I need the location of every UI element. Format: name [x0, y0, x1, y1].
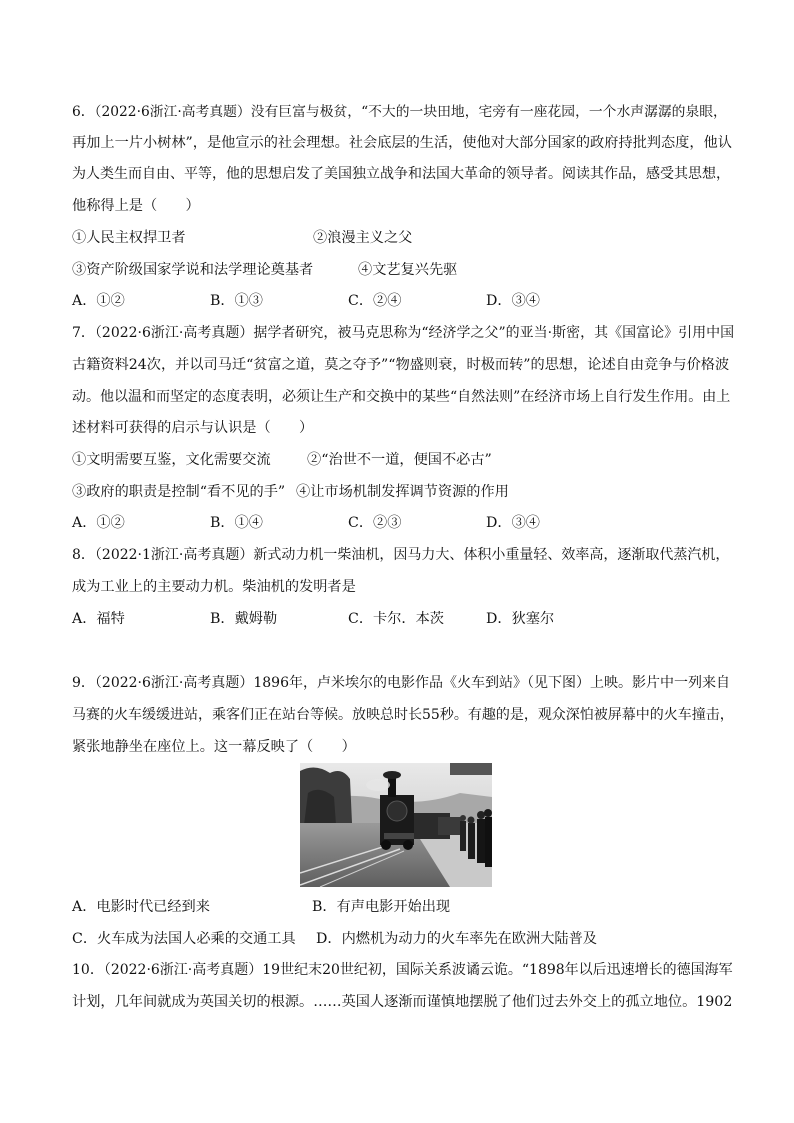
q8-option-c: C．卡尔．本茨 — [348, 611, 444, 627]
q8-stem-line-1: 8．（2022·1浙江·高考真题）新式动力机一柴油机，因马力大、体积小重量轻、效率高，逐渐取代蒸汽机， — [72, 547, 730, 563]
q7-option-d: D．③④ — [486, 515, 540, 531]
q9-option-b: B．有声电影开始出现 — [312, 899, 451, 915]
q7-stem-line-4: 述材料可获得的启示与认识是（ ） — [72, 420, 314, 436]
q9-option-d: D．内燃机为动力的火车率先在欧洲大陆普及 — [316, 931, 597, 947]
q7-option-a: A．①② — [72, 515, 125, 531]
q10-stem-line-2: 计划，几年间就成为英国关切的根源。……英国人逐渐而谨慎地摆脱了他们过去外交上的孤立地位。1902 — [72, 994, 733, 1010]
q6-stem-line-4: 他称得上是（ ） — [72, 198, 200, 214]
q6-stem-line-1: 6．（2022·6浙江·高考真题）没有巨富与极贫，“不大的一块田地，宅旁有一座花园，一个水声潺潺的泉眼， — [72, 104, 727, 120]
q7-item-4: ④让市场机制发挥调节资源的作用 — [296, 484, 509, 500]
q9-stem-line-3: 紧张地静坐在座位上。这一幕反映了（ ） — [72, 739, 356, 755]
q9-stem-line-1: 9．（2022·6浙江·高考真题）1896年，卢米埃尔的电影作品《火车到站》（见下图）上映。影片中一列来自 — [72, 675, 730, 691]
q10-stem-line-1: 10．（2022·6浙江·高考真题）19世纪末20世纪初，国际关系波谲云诡。“1898年以后迅速增长的德国海军 — [72, 962, 733, 978]
q6-stem-line-2: 再加上一片小树林”，是他宣示的社会理想。社会底层的生活，使他对大部分国家的政府持批判态度，他认 — [72, 135, 732, 151]
q7-option-b: B．①④ — [210, 515, 263, 531]
train-photo-illustration — [300, 763, 492, 887]
q8-option-d: D．狄塞尔 — [486, 611, 555, 627]
q8-option-b: B．戴姆勒 — [210, 611, 278, 627]
q8-stem-line-2: 成为工业上的主要动力机。柴油机的发明者是 — [72, 579, 356, 595]
q7-item-2: ②“治世不一道，便国不必古” — [307, 452, 492, 468]
q8-option-a: A．福特 — [72, 611, 125, 627]
q7-stem-line-2: 古籍资料24次，并以司马迁“贫富之道，莫之夺予”“物盛则衰，时极而转”的思想，论述自由竞争与价格波 — [72, 357, 730, 373]
q6-item-3: ③资产阶级国家学说和法学理论奠基者 — [72, 262, 314, 278]
q9-option-c: C．火车成为法国人必乘的交通工具 — [72, 931, 296, 947]
q6-option-c: C．②④ — [348, 293, 402, 309]
q6-item-2: ②浪漫主义之父 — [313, 230, 413, 246]
q6-option-a: A．①② — [72, 293, 125, 309]
q6-option-d: D．③④ — [486, 293, 540, 309]
q7-option-c: C．②③ — [348, 515, 402, 531]
q7-item-3: ③政府的职责是控制“看不见的手” — [72, 484, 286, 500]
q7-stem-line-1: 7．（2022·6浙江·高考真题）据学者研究，被马克思称为“经济学之父”的亚当·斯密，其《国富论》引用中国 — [72, 325, 735, 341]
q9-stem-line-2: 马赛的火车缓缓进站，乘客们正在站台等候。放映总时长55秒。有趣的是，观众深怕被屏幕中的火车撞击， — [72, 707, 734, 723]
q7-item-1: ①文明需要互鉴，文化需要交流 — [72, 452, 271, 468]
q6-stem-line-3: 为人类生而自由、平等，他的思想启发了美国独立战争和法国大革命的领导者。阅读其作品，感受其思想， — [72, 166, 730, 182]
q6-option-b: B．①③ — [210, 293, 263, 309]
train-arrival-photo — [300, 763, 492, 887]
q7-stem-line-3: 动。他以温和而坚定的态度表明，必须让生产和交换中的某些“自然法则”在经济市场上自行发生作用。由上 — [72, 389, 731, 405]
q6-item-1: ①人民主权捍卫者 — [72, 230, 186, 246]
q6-item-4: ④文艺复兴先驱 — [358, 262, 458, 278]
q9-option-a: A．电影时代已经到来 — [72, 899, 210, 915]
